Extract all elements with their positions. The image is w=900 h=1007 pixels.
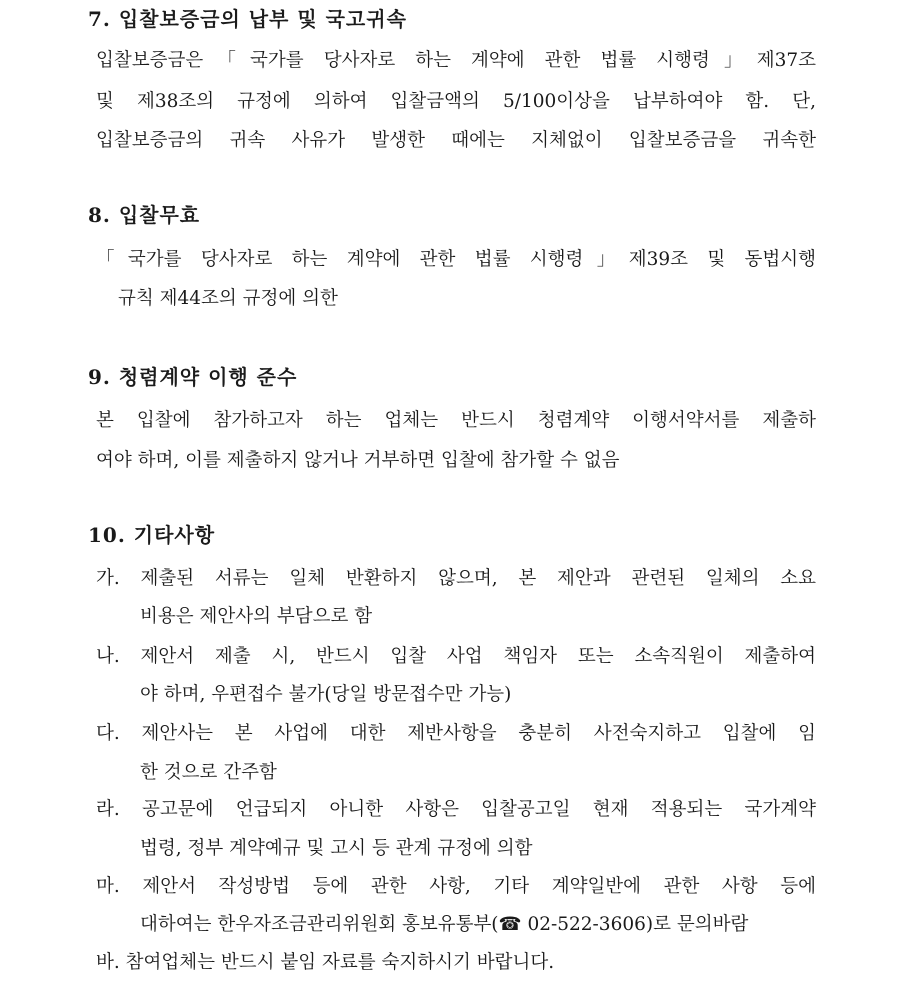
section-9-line-2: 여야 하며, 이를 제출하지 않거나 거부하면 입찰에 참가할 수 없음 [96,450,620,471]
contact-text-before: 대하여는 한우자조금관리위원회 홍보유통부( [140,914,499,935]
section-8-line-1: 「국가를 당사자로 하는 계약에 관한 법률 시행령」제39조 및 동법시행 [96,249,816,270]
section-7-line-1: 입찰보증금은「국가를 당사자로 하는 계약에 관한 법률 시행령」제37조 [96,50,816,71]
list-item-ba-line-1: 바. 참여업체는 반드시 붙임 자료를 숙지하시기 바랍니다. [96,952,555,973]
list-item-ra-line-1: 라. 공고문에 언급되지 아니한 사항은 입찰공고일 현재 적용되는 국가계약 [96,799,816,820]
contact-text-after: )로 문의바람 [645,914,749,935]
list-item-ga-line-2: 비용은 제안사의 부담으로 함 [140,606,373,627]
list-item-na-line-1: 나. 제안서 제출 시, 반드시 입찰 사업 책임자 또는 소속직원이 제출하여 [96,646,816,667]
list-item-ga-line-1: 가. 제출된 서류는 일체 반환하지 않으며, 본 제안과 관련된 일체의 소요 [96,568,816,589]
list-item-ra-line-2: 법령, 정부 계약예규 및 고시 등 관계 규정에 의함 [140,838,533,859]
list-item-da-line-2: 한 것으로 간주함 [140,762,277,783]
section-9-heading: 9. 청렴계약 이행 준수 [88,365,298,389]
list-item-ma-line-1: 마. 제안서 작성방법 등에 관한 사항, 기타 계약일반에 관한 사항 등에 [96,876,816,897]
list-item-na-line-2: 야 하며, 우편접수 불가(당일 방문접수만 가능) [140,684,512,705]
section-7-heading: 7. 입찰보증금의 납부 및 국고귀속 [88,7,407,31]
section-10-heading: 10. 기타사항 [88,523,216,547]
section-7-line-2: 및 제38조의 규정에 의하여 입찰금액의 5/100이상을 납부하여야 함. 단, [96,91,816,112]
telephone-icon: ☎ [498,914,522,935]
section-9-line-1: 본 입찰에 참가하고자 하는 업체는 반드시 청렴계약 이행서약서를 제출하 [96,410,816,431]
phone-number: 02-522-3606 [521,914,646,935]
section-7-line-3: 입찰보증금의 귀속 사유가 발생한 때에는 지체없이 입찰보증금을 귀속한 [96,130,816,151]
section-8-heading: 8. 입찰무효 [88,203,201,227]
list-item-da-line-1: 다. 제안사는 본 사업에 대한 제반사항을 충분히 사전숙지하고 입찰에 임 [96,723,816,744]
section-8-line-2: 규칙 제44조의 규정에 의한 [118,288,338,309]
list-item-ma-line-2 [140,912,816,938]
